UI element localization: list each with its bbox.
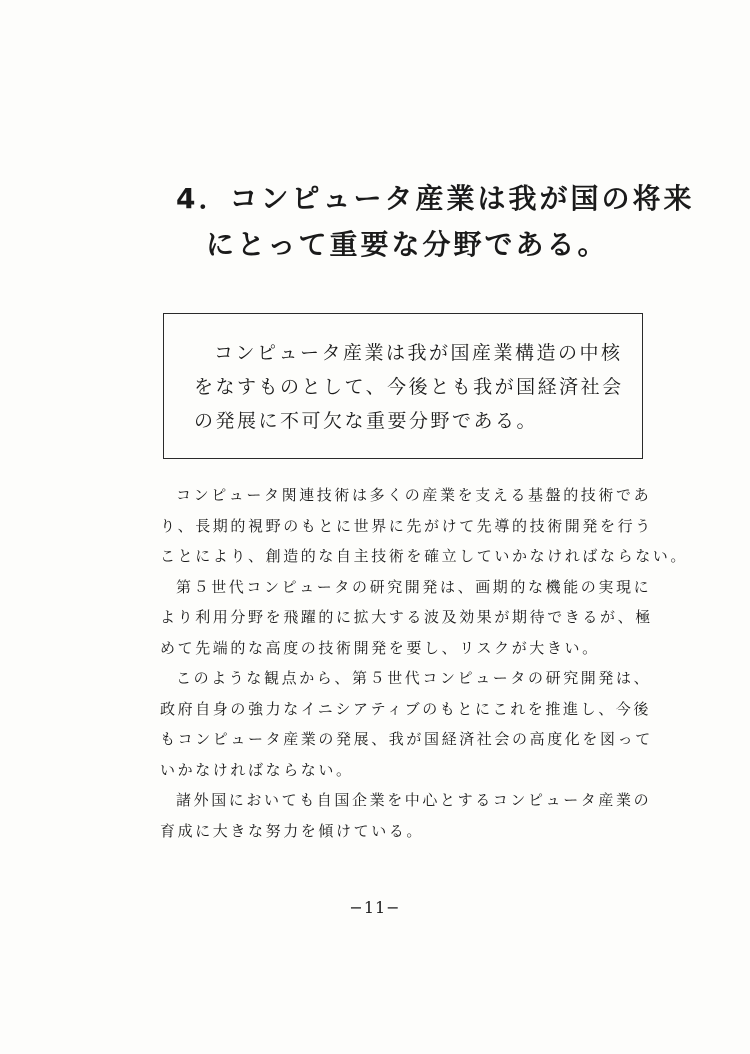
body-line: 諸外国においても自国企業を中心とするコンピュータ産業の bbox=[176, 791, 652, 809]
page-number: −11− bbox=[349, 898, 401, 917]
heading-line-1: 4．コンピュータ産業は我が国の将来 bbox=[176, 182, 695, 215]
body-line: コンピュータ関連技術は多くの産業を支える基盤的技術であ bbox=[176, 486, 652, 504]
summary-line: をなすものとして、今後とも我が国経済社会 bbox=[194, 376, 624, 398]
body-paragraphs bbox=[160, 480, 689, 846]
body-line: このような観点から、第５世代コンピュータの研究開発は、 bbox=[176, 669, 652, 687]
summary-line: の発展に不可欠な重要分野である。 bbox=[194, 410, 539, 432]
body-line: 第５世代コンピュータの研究開発は、画期的な機能の実現に bbox=[176, 577, 652, 596]
body-line: 育成に大きな努力を傾けている。 bbox=[160, 821, 425, 840]
summary-line: コンピュータ産業は我が国産業構造の中核 bbox=[214, 342, 623, 364]
body-line: 政府自身の強力なイニシアティブのもとにこれを推進し、今後 bbox=[160, 699, 652, 718]
summary-box bbox=[163, 313, 643, 459]
body-line: めて先端的な高度の技術開発を要し、リスクが大きい。 bbox=[160, 638, 600, 657]
body-line: いかなければならない。 bbox=[160, 760, 354, 779]
body-line: り、長期的視野のもとに世界に先がけて先導的技術開発を行う bbox=[160, 516, 653, 535]
section-heading bbox=[176, 176, 696, 268]
body-line: ことにより、創造的な自主技術を確立していかなければならない。 bbox=[160, 547, 689, 565]
body-line: より利用分野を飛躍的に拡大する波及効果が期待できるが、極 bbox=[160, 608, 653, 626]
body-line: もコンピュータ産業の発展、我が国経済社会の高度化を図って bbox=[160, 730, 653, 748]
summary-text bbox=[194, 336, 634, 438]
heading-line-2: にとって重要な分野である。 bbox=[206, 228, 609, 261]
